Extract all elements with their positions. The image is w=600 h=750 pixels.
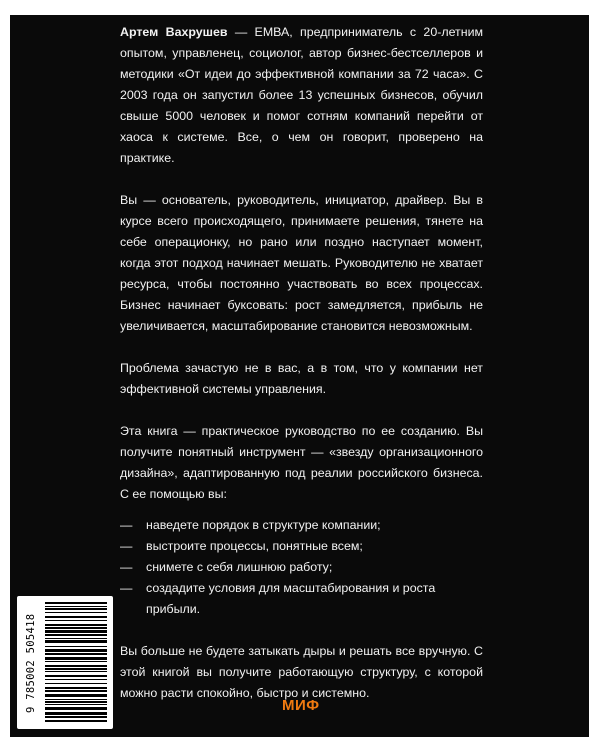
barcode-bar — [45, 616, 107, 618]
barcode-bar — [45, 661, 107, 662]
barcode-bar — [45, 671, 107, 672]
barcode-bar — [45, 653, 107, 655]
paragraph-book: Эта книга — практическое руководство по ее созданию. Вы получите понятный инструмент — «звезду организационного дизайна», адаптированную под реалии российского бизнеса. С ее помощью вы: — [120, 424, 483, 501]
barcode-bar — [45, 638, 107, 639]
publisher-logo: МИФ — [282, 697, 320, 714]
barcode-bar — [45, 694, 107, 697]
barcode-bar — [45, 712, 107, 715]
barcode-bar — [45, 627, 107, 629]
barcode-bar — [45, 704, 107, 705]
barcode-bar — [45, 716, 107, 718]
barcode — [17, 596, 113, 729]
barcode-bar — [45, 602, 107, 604]
barcode-bar — [45, 683, 107, 684]
barcode-bar — [45, 690, 107, 692]
barcode-bar — [45, 668, 107, 670]
list-item: — наведете порядок в структуре компании; — [120, 515, 483, 536]
author-bio — [120, 22, 483, 169]
barcode-bar — [45, 707, 107, 710]
barcode-bar — [45, 699, 107, 700]
barcode-bar — [45, 634, 107, 636]
barcode-bar — [45, 630, 107, 633]
list-item: — снимете с себя лишнюю работу; — [120, 557, 483, 578]
benefits-list — [120, 515, 483, 620]
paragraph-problem-context: Вы — основатель, руководитель, инициатор, драйвер. Вы в курсе всего происходящего, принимаете решения, тянете на себе операционку, но рано или поздно наступает момент, когда этот подход начинает мешать. Руководителю не хватает ресурса, чтобы постоянно участвовать во всех процессах. Бизнес начинает буксовать: рост замедляется, прибыль не увеличивается, масштабирование становится невозможным. — [120, 193, 483, 333]
author-bio-text: — ЕМВА, предприниматель с 20-летним опытом, управленец, социолог, автор бизнес-бестселлеров и методики «От идеи до эффективной компании за 72 часа». С 2003 года он запустил более 13 успешных бизнесов, обучил свыше 5000 человек и помог сотням компаний перейти от хаоса к системе. Все, о чем он говорит, проверено на практике. — [120, 25, 484, 165]
barcode-bar — [45, 720, 107, 722]
list-item: — выстроите процессы, понятные всем; — [120, 536, 483, 557]
author-name: Артем Вахрушев — [120, 25, 228, 39]
barcode-bar — [45, 646, 107, 647]
barcode-bar — [45, 679, 107, 680]
list-item: — создадите условия для масштабирования и роста прибыли. — [120, 578, 483, 620]
barcode-bar — [45, 612, 107, 613]
barcode-bar — [45, 657, 107, 660]
barcode-bar — [45, 620, 107, 621]
barcode-digits: 9 785002 505418 — [25, 613, 37, 713]
barcode-bar — [45, 640, 107, 643]
paragraph-closing: Вы больше не будете затыкать дыры и решать все вручную. С этой книгой вы получите работающую структуру, с которой можно расти спокойно, быстро и системно. — [120, 644, 483, 700]
barcode-bar — [45, 687, 107, 689]
barcode-bar — [45, 606, 107, 607]
barcode-bar — [45, 624, 107, 626]
barcode-bar — [45, 665, 107, 667]
cover-text — [120, 22, 483, 725]
barcode-bar — [45, 675, 107, 677]
barcode-bar — [45, 649, 107, 652]
barcode-bar — [45, 701, 107, 703]
barcode-bar — [45, 608, 107, 610]
paragraph-problem: Проблема зачастую не в вас, а в том, что у компании нет эффективной системы управления. — [120, 361, 483, 396]
